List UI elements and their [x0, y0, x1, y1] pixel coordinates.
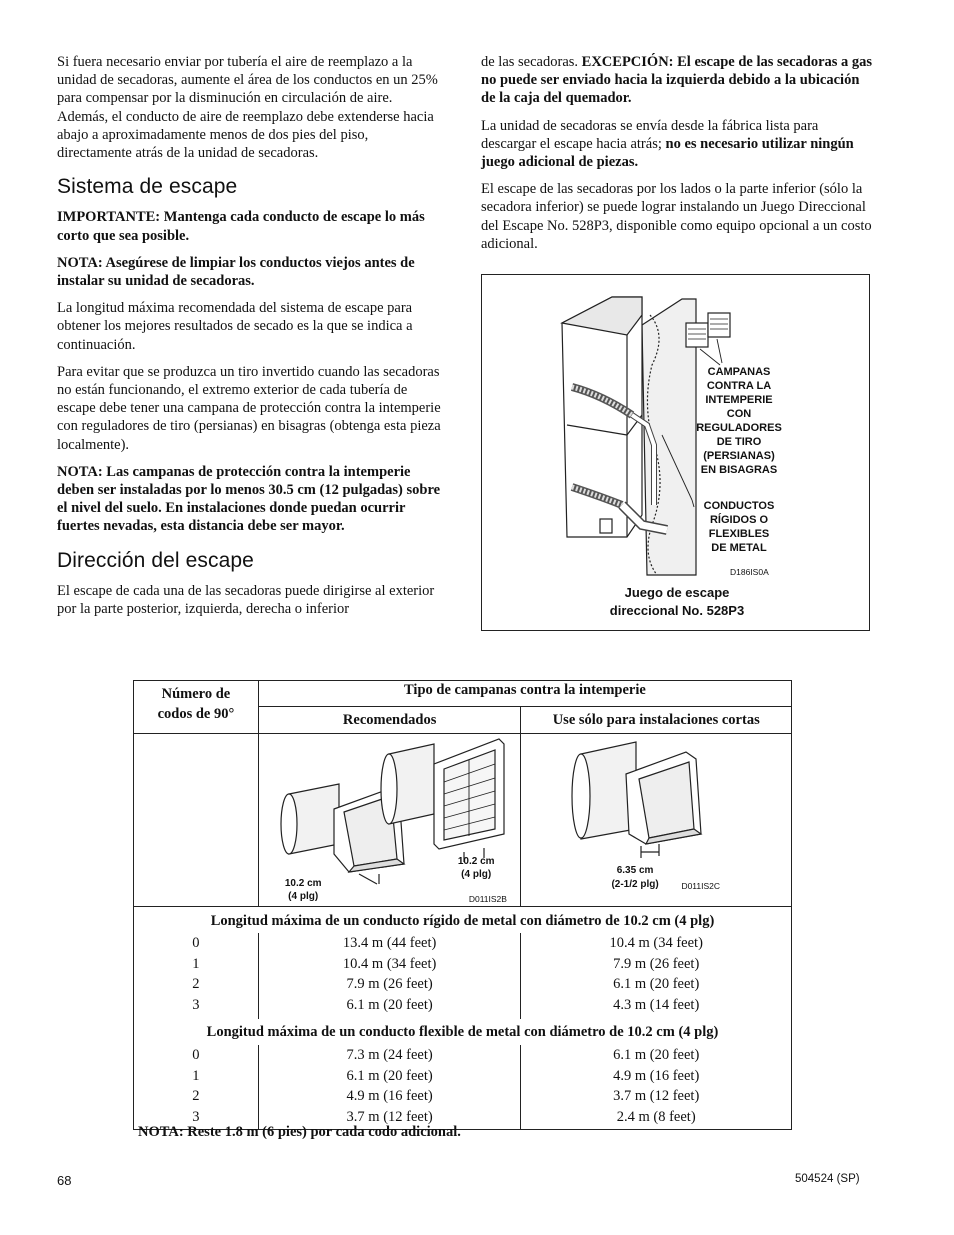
rigid-rec-0: 13.4 m (44 feet) — [342, 935, 437, 951]
rec-dim-1: 10.2 cm (4 plg) — [284, 878, 322, 902]
heading-direccion-del-escape: Dirección del escape — [57, 548, 254, 572]
flex-title: Longitud máxima de un conducto flexible de metal con diámetro de 10.2 cm (4 plg) — [134, 1019, 792, 1045]
header-elbows: Número de codos de 90° — [134, 681, 259, 734]
flex-elbows-0: 0 — [192, 1047, 200, 1063]
flex-short-0: 6.1 m (20 feet) — [613, 1047, 700, 1063]
paragraph-exhaust-direction: El escape de cada una de las secadoras puede dirigirse al exterior por la parte posterior, izquierda, derecha o inferior — [57, 582, 435, 618]
right-column — [481, 53, 873, 262]
figure-code: D186IS0A — [730, 567, 769, 577]
dryer-stack-illustration — [482, 275, 869, 630]
paragraph-max-length: La longitud máxima recomendada del sistema de escape para obtener los mejores resultados de secado es la que se indica a continuación. — [57, 300, 413, 353]
flex-rec-1: 6.1 m (20 feet) — [346, 1067, 433, 1084]
page-number: 68 — [57, 1173, 72, 1188]
importante-note: IMPORTANTE: Mantenga cada conducto de escape lo más corto que sea posible. — [57, 209, 425, 244]
flex-elbows-2: 2 — [192, 1088, 200, 1104]
recommended-hoods-cell — [258, 734, 521, 907]
table-header-row — [134, 681, 792, 707]
header-short: Use sólo para instalaciones cortas — [521, 707, 792, 734]
rigid-short-3: 4.3 m (14 feet) — [613, 996, 700, 1013]
vent-length-table — [133, 680, 792, 1130]
rigid-elbows-0: 0 — [192, 935, 200, 951]
paragraph-make-up-air: Si fuera necesario enviar por tubería el aire de reemplazo a la unidad de secadoras, aumente el área de los conductos en un 25% para compensar por la disminución en circulación de aire. Además, el conducto de aire de reemplazo debe extenderse hacia abajo a aproximadamente menos de dos pies del piso, directamente atrás de la unidad de secadoras. — [57, 54, 438, 162]
rigid-rec-1: 10.4 m (34 feet) — [342, 955, 437, 972]
rigid-elbows-3: 3 — [192, 996, 200, 1013]
nota-campanas: NOTA: Las campanas de protección contra la intemperie deben ser instaladas por lo menos 30.5 cm (12 pulgadas) sobre el nivel del suelo. En instalaciones donde puedan ocurrir fuertes nevadas, esta distancia debe ser mayor. — [57, 463, 441, 535]
document-code: 504524 (SP) — [795, 1173, 860, 1185]
rigid-elbows-1: 1 — [192, 955, 200, 972]
rigid-short-1: 7.9 m (26 feet) — [613, 955, 700, 972]
flex-title-row — [134, 1019, 792, 1045]
left-column — [57, 53, 445, 627]
rec-dim-2: 10.2 cm (4 plg) — [457, 856, 495, 880]
rigid-elbows-2: 2 — [192, 976, 200, 992]
header-recommended: Recomendados — [258, 707, 521, 734]
rigid-rec-3: 6.1 m (20 feet) — [346, 996, 433, 1013]
short-image-code: D011IS2C — [681, 881, 721, 891]
rigid-title-row — [134, 907, 792, 934]
short-dim: 6.35 cm (2-1/2 plg) — [611, 865, 659, 890]
rigid-title: Longitud máxima de un conducto rígido de metal con diámetro de 10.2 cm (4 plg) — [134, 907, 792, 934]
rigid-short-0: 10.4 m (34 feet) — [609, 935, 703, 951]
paragraph-backdraft: Para evitar que se produzca un tiro invertido cuando las secadoras no están funcionando, el extremo exterior de cada tubería de escape debe tener una campana de protección contra la intemperie con reguladores de tiro (persianas) en bisagras (obtenga esta pieza localmente). — [57, 363, 441, 453]
flex-data-row — [134, 1045, 792, 1130]
paragraph-excepcion: de las secadoras. EXCEPCIÓN: El escape de las secadoras a gas no puede ser enviado hacia la izquierda debido a la ubicación de la caja del quemador. — [481, 54, 873, 107]
nota-limpiar: NOTA: Asegúrese de limpiar los conductos viejos antes de instalar su unidad de secadoras. — [57, 254, 415, 290]
rigid-short-2: 6.1 m (20 feet) — [613, 976, 700, 992]
rigid-data-row — [134, 933, 792, 1019]
flex-short-3: 2.4 m (8 feet) — [616, 1108, 696, 1125]
flex-elbows-1: 1 — [192, 1067, 200, 1084]
label-campanas: CAMPANAS CONTRA LA INTEMPERIE CON REGULADORES DE TIRO (PERSIANAS) EN BISAGRAS — [696, 366, 782, 476]
flex-rec-3: 3.7 m (12 feet) — [346, 1108, 433, 1125]
short-hood-cell — [521, 734, 792, 907]
flex-short-2: 3.7 m (12 feet) — [613, 1088, 700, 1104]
figure-caption: Juego de escape direccional No. 528P3 — [609, 585, 745, 618]
label-conductos: CONDUCTOS RÍGIDOS O FLEXIBLES DE METAL — [703, 500, 775, 554]
heading-sistema-de-escape: Sistema de escape — [57, 175, 238, 199]
flex-elbows-3: 3 — [192, 1108, 200, 1125]
rigid-rec-2: 7.9 m (26 feet) — [346, 976, 433, 992]
paragraph-factory-ready: La unidad de secadoras se envía desde la fábrica lista para descargar el escape hacia atrás; no es necesario utilizar ningún juego adicional de piezas. — [481, 117, 854, 171]
flex-rec-2: 4.9 m (16 feet) — [346, 1088, 433, 1104]
rec-image-code: D011IS2B — [468, 894, 507, 904]
figure-exhaust-kit — [481, 274, 870, 631]
paragraph-direction-kit: El escape de las secadoras por los lados o la parte inferior (sólo la secadora inferior) se puede lograr instalando un Juego Direccional del Escape No. 528P3, disponible como equipo opcional a un costo adicional. — [481, 181, 872, 252]
header-hood-type: Tipo de campanas contra la intemperie — [258, 681, 791, 707]
flex-rec-0: 7.3 m (24 feet) — [346, 1047, 433, 1063]
table-image-row — [134, 734, 792, 907]
table-note: NOTA: Reste 1.8 m (6 pies) por cada codo adicional. — [138, 1124, 461, 1140]
flex-short-1: 4.9 m (16 feet) — [613, 1067, 700, 1084]
